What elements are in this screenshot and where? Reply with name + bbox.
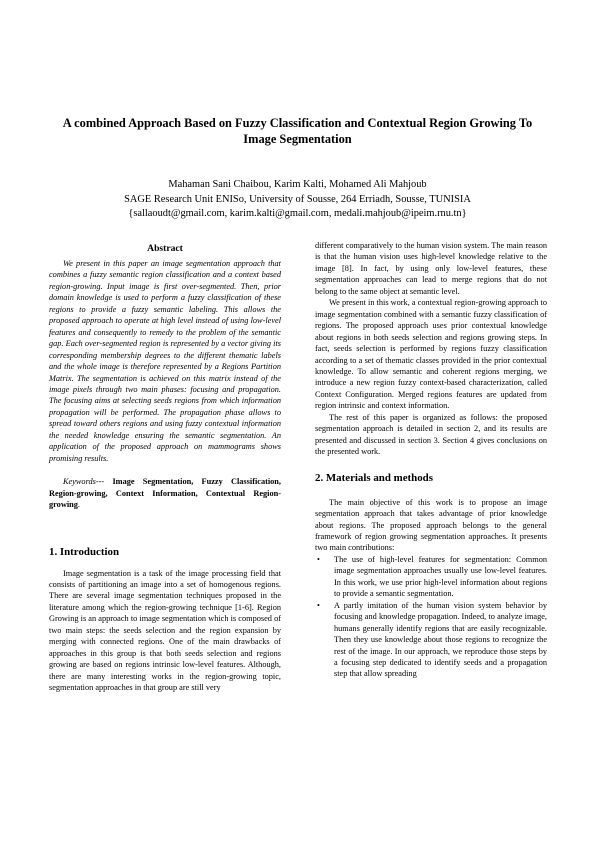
bullet-icon: • xyxy=(317,554,320,564)
left-column xyxy=(49,243,281,694)
contribution-item xyxy=(315,554,547,600)
author-names: Mahaman Sani Chaibou, Karim Kalti, Mohamed Ali Mahjoub xyxy=(168,179,427,190)
materials-methods-heading: 2. Materials and methods xyxy=(315,471,433,484)
author-affiliation: SAGE Research Unit ENISo, University of Sousse, 264 Erriadh, Sousse, TUNISIA xyxy=(124,193,471,205)
introduction-paragraph-1: Image segmentation is a task of the image processing field that consists of partitioning an image into a set of homogenous regions. There are several image segmentation techniques proposed in the literature among which the region-growing technique [1-6]. Region Growing is an approach to image segmentation which is composed of two main steps: the seeds selection and the region expansion by merging with connected regions. One of the main drawbacks of approaches in this group is that both seeds selection and regions growing are based on regions intrinsic low-level features. Although, there are many interesting works in the region-growing topic, segmentation approaches in that group are still very xyxy=(49,568,281,693)
keywords-label: Keywords--- xyxy=(63,477,105,487)
contribution-text: The use of high-level features for segmentation: Common image segmentation approaches usually use low-level features. In this work, we use prior high-level information about regions to provide a semantic segmentation. xyxy=(334,554,547,599)
contributions-list xyxy=(315,554,547,680)
bullet-icon: • xyxy=(317,600,320,610)
contribution-text: A partly imitation of the human vision system behavior by focusing and knowledge propagation. Indeed, to analyze image, humans generally identify regions that are easily recognizable. Then they use knowledge about those regions to recognize the rest of the image. In our approach, we reproduce those steps by a focusing step dedicated to identify seeds and a propagation step that allow spreading xyxy=(334,600,547,679)
abstract-text: We present in this paper an image segmentation approach that combines a fuzzy semantic region classification and a context based region-growing. Input image is first over-segmented. Then, prior domain knowledge is used to perform a fuzzy classification of these regions to provide a fuzzy semantic labeling. This allows the proposed approach to operate at high level instead of using low-level features and consequently to remedy to the problem of the semantic gap. Each over-segmented region is represented by a vector giving its corresponding membership degrees to the different thematic labels and the whole image is therefore represented by a Regions Partition Matrix. The segmentation is achieved on this matrix instead of the image pixels through two main phases: focusing and propagation. The focusing aims at selecting seeds regions from which information propagation will be performed. The propagation phase allows to spread toward others regions and using fuzzy contextual information the needed knowledge ensuring the semantic segmentation. An application of the proposed approach on mammograms shows promising results. xyxy=(49,259,281,463)
introduction-paragraph-2: We present in this work, a contextual region-growing approach to image segmentation combined with a semantic fuzzy classification of regions. The proposed approach uses prior contextual knowledge about regions in both seeds selection and regions growing steps. In fact, seeds selection is performed by regions fuzzy classification according to a set of thematic classes provided in the prior contextual knowledge. To allow semantic and coherent regions merging, we introduce a new region fuzzy context-based characterization, called Context Configuration. Merged regions features are updated from region intrinsic and context information. xyxy=(315,298,547,411)
materials-paragraph-1: The main objective of this work is to propose an image segmentation approach that takes advantage of prior knowledge about regions. The proposed approach belongs to the general framework of region growing segmentation approaches. It presents two main contributions: xyxy=(315,497,547,553)
author-emails: {sallaoudt@gmail.com, karim.kalti@gmail.com, medali.mahjoub@ipeim.rnu.tn} xyxy=(128,208,467,219)
contribution-item xyxy=(315,600,547,680)
keywords: Keywords--- Image Segmentation, Fuzzy Classification, Region-growing, Context Information, Contextual Region-growing. xyxy=(49,477,281,510)
introduction-paragraph-3: The rest of this paper is organized as follows: the proposed segmentation approach is detailed in section 2, and its results are presented and discussed in section 3. Section 4 gives conclusions on the presented work. xyxy=(315,412,547,457)
keywords-text: Image Segmentation, Fuzzy Classification, Region-growing, Context Information, Contextual Region-growing xyxy=(49,477,281,510)
right-column xyxy=(315,240,547,680)
author-block xyxy=(40,178,555,222)
introduction-heading: 1. Introduction xyxy=(49,545,119,558)
paper-title: A combined Approach Based on Fuzzy Classification and Contextual Region Growing To Image Segmentation xyxy=(62,116,533,146)
abstract-heading: Abstract xyxy=(147,243,183,254)
introduction-paragraph-continued: different comparatively to the human vision system. The main reason is that the human vision uses high-level knowledge relative to the image [8]. In fact, by using only low-level features, these segmentation approaches can lead to merge regions that do not belong to the same object at semantic level. xyxy=(315,241,547,296)
